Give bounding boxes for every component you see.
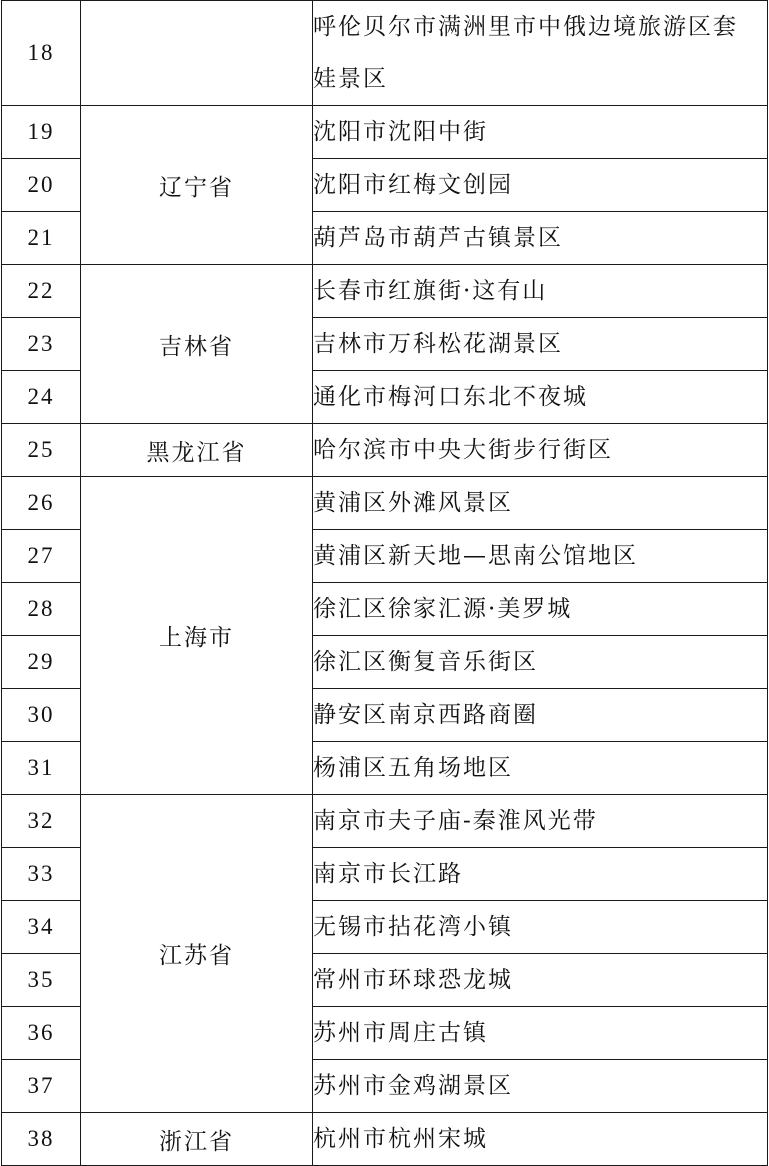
site-name: 通化市梅河口东北不夜城	[313, 371, 768, 424]
row-number: 19	[2, 106, 81, 159]
site-name: 常州市环球恐龙城	[313, 954, 768, 1007]
row-number: 30	[2, 689, 81, 742]
row-number: 26	[2, 477, 81, 530]
site-name: 苏州市金鸡湖景区	[313, 1060, 768, 1113]
sites-table	[1, 0, 768, 1166]
row-number: 37	[2, 1060, 81, 1113]
row-number: 29	[2, 636, 81, 689]
row-number: 32	[2, 795, 81, 848]
province-cell: 浙江省	[81, 1113, 313, 1166]
site-name: 杭州市杭州宋城	[313, 1113, 768, 1166]
row-number: 27	[2, 530, 81, 583]
row-number: 25	[2, 424, 81, 477]
table-row	[2, 795, 768, 848]
row-number: 23	[2, 318, 81, 371]
province-cell	[81, 1, 313, 106]
province-cell: 黑龙江省	[81, 424, 313, 477]
site-name: 呼伦贝尔市满洲里市中俄边境旅游区套娃景区	[313, 1, 768, 106]
table-row	[2, 477, 768, 530]
site-name: 黄浦区新天地—思南公馆地区	[313, 530, 768, 583]
site-name: 无锡市拈花湾小镇	[313, 901, 768, 954]
row-number: 31	[2, 742, 81, 795]
row-number: 38	[2, 1113, 81, 1166]
province-cell: 江苏省	[81, 795, 313, 1113]
site-name: 静安区南京西路商圈	[313, 689, 768, 742]
site-name: 黄浦区外滩风景区	[313, 477, 768, 530]
site-name: 南京市长江路	[313, 848, 768, 901]
site-name: 沈阳市红梅文创园	[313, 159, 768, 212]
row-number: 35	[2, 954, 81, 1007]
row-number: 22	[2, 265, 81, 318]
table-row	[2, 424, 768, 477]
table-row	[2, 1113, 768, 1166]
site-name: 杨浦区五角场地区	[313, 742, 768, 795]
site-name: 南京市夫子庙-秦淮风光带	[313, 795, 768, 848]
table-row	[2, 1, 768, 106]
site-name: 吉林市万科松花湖景区	[313, 318, 768, 371]
table-row	[2, 106, 768, 159]
row-number: 18	[2, 1, 81, 106]
site-name: 长春市红旗街·这有山	[313, 265, 768, 318]
site-name: 徐汇区徐家汇源·美罗城	[313, 583, 768, 636]
row-number: 28	[2, 583, 81, 636]
province-cell: 吉林省	[81, 265, 313, 424]
row-number: 24	[2, 371, 81, 424]
province-cell: 上海市	[81, 477, 313, 795]
row-number: 21	[2, 212, 81, 265]
site-name: 徐汇区衡复音乐街区	[313, 636, 768, 689]
row-number: 36	[2, 1007, 81, 1060]
site-name: 葫芦岛市葫芦古镇景区	[313, 212, 768, 265]
site-name: 沈阳市沈阳中街	[313, 106, 768, 159]
row-number: 34	[2, 901, 81, 954]
province-cell: 辽宁省	[81, 106, 313, 265]
site-name: 苏州市周庄古镇	[313, 1007, 768, 1060]
row-number: 20	[2, 159, 81, 212]
site-name: 哈尔滨市中央大街步行街区	[313, 424, 768, 477]
row-number: 33	[2, 848, 81, 901]
table-row	[2, 265, 768, 318]
